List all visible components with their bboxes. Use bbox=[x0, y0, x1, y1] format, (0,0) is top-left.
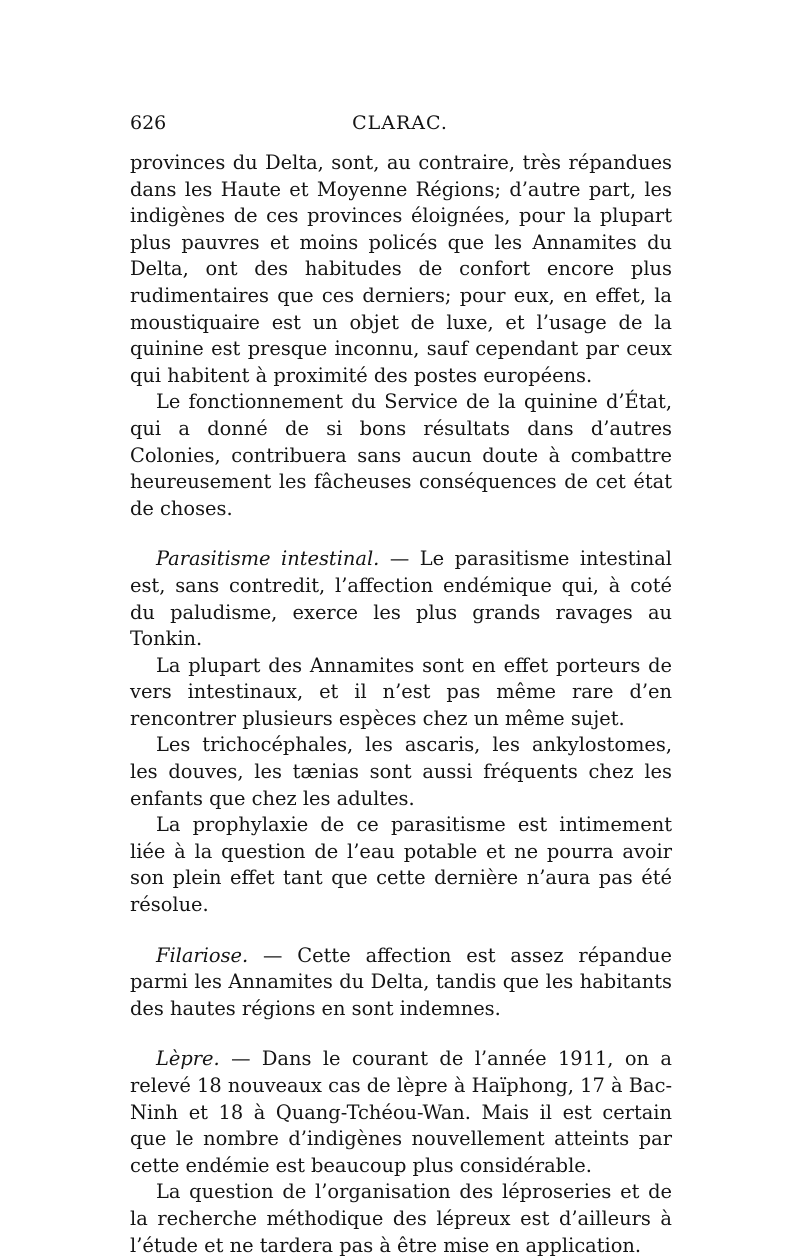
section-heading: Lèpre. bbox=[156, 1047, 220, 1071]
running-header bbox=[130, 112, 670, 142]
section-text: — Dans le courant de l’année 1911, on a relevé 18 nouveaux cas de lèpre à Haïphong, 17 à Bac-Ninh et 18 à Quang-Tchéou-Wan. Mais il est certain que le nombre d’indigènes nouvellement atteints par cette endémie est beaucoup plus considérable. bbox=[130, 1047, 672, 1177]
section-heading: Parasitisme intestinal. bbox=[156, 547, 380, 571]
section-parasitisme bbox=[130, 546, 672, 652]
section-text: — Le parasitisme intestinal est, sans contredit, l’affection endémique qui, à coté du paludisme, exerce les plus grands ravages au Tonkin. bbox=[130, 547, 672, 651]
section-heading: Filariose. bbox=[156, 943, 249, 967]
page-number: 626 bbox=[130, 112, 167, 134]
running-title: CLARAC. bbox=[352, 112, 448, 134]
section-filariose bbox=[130, 943, 672, 1023]
paragraph: provinces du Delta, sont, au contraire, très répandues dans les Haute et Moyenne Régions; d’autre part, les indigènes de ces provinces éloignées, pour la plupart plus pauvres et moins policés que les Annamites du Delta, ont des habitudes de confort encore plus rudimentaires que ces derniers; pour eux, en effet, la moustiquaire est un objet de luxe, et l’usage de la quinine est presque inconnu, sauf cependant par ceux qui habitent à proximité des postes européens. bbox=[130, 151, 672, 387]
paragraph: La plupart des Annamites sont en effet porteurs de vers intestinaux, et il n’est pas même rare d’en rencontrer plusieurs espèces chez un même sujet. bbox=[130, 653, 672, 730]
paragraph: Le fonctionnement du Service de la quinine d’État, qui a donné de si bons résultats dans d’autres Colonies, contribuera sans aucun doute à combattre heureusement les fâcheuses conséquences de cet état de choses. bbox=[130, 390, 672, 520]
body-text bbox=[130, 150, 672, 1259]
paragraph: La prophylaxie de ce parasitisme est intimement liée à la question de l’eau potable et ne pourra avoir son plein effet tant que cette dernière n’aura pas été résolue. bbox=[130, 813, 672, 917]
paragraph: La question de l’organisation des léproseries et de la recherche méthodique des lépreux est d’ailleurs à l’étude et ne tardera pas à être mise en application. bbox=[130, 1180, 672, 1257]
section-lepre bbox=[130, 1046, 672, 1179]
paragraph: Les trichocéphales, les ascaris, les ankylostomes, les douves, les tænias sont aussi fréquents chez les enfants que chez les adultes. bbox=[130, 733, 672, 810]
section-text: — Cette affection est assez répandue parmi les Annamites du Delta, tandis que les habitants des hautes régions en sont indemnes. bbox=[130, 943, 672, 1020]
